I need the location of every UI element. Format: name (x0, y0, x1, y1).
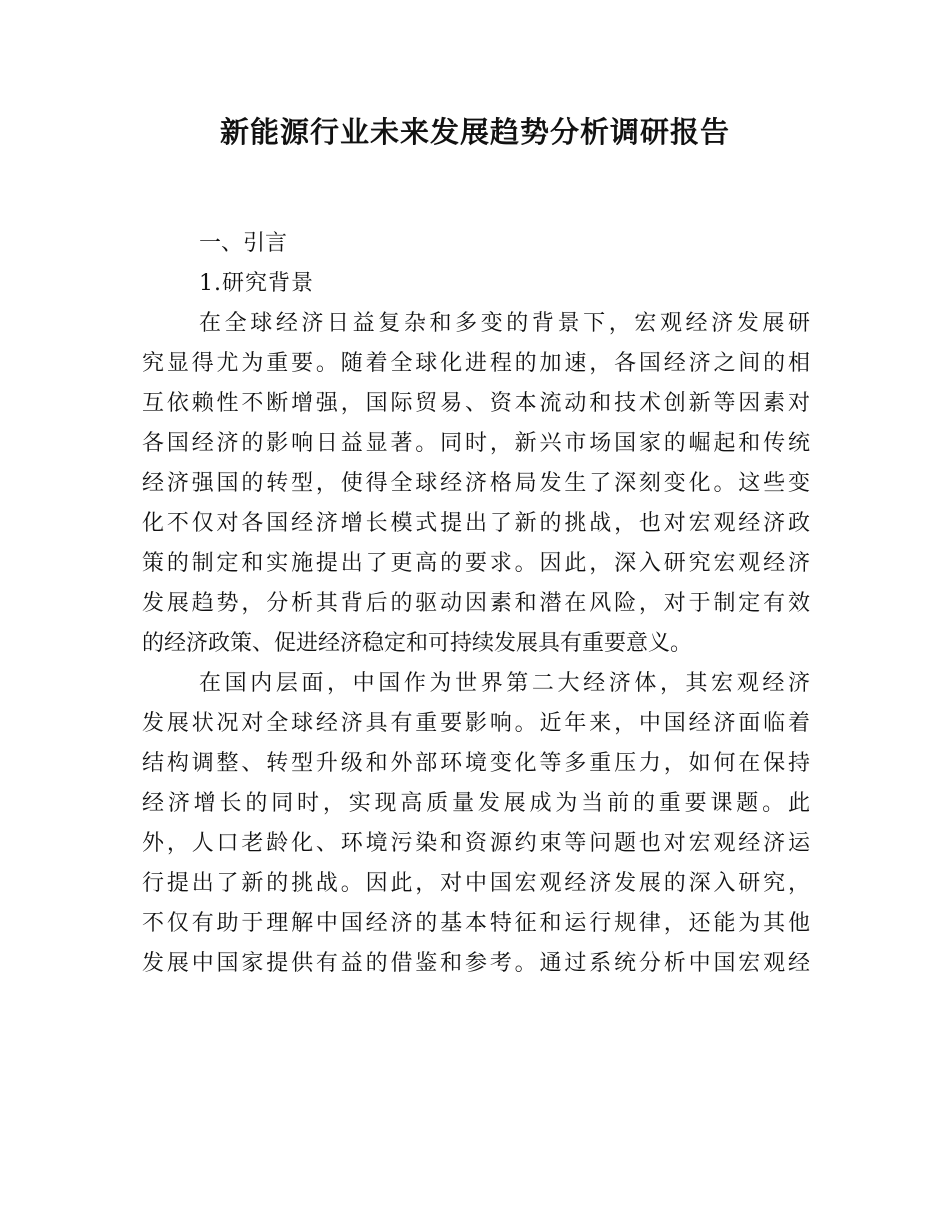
paragraph-line: 行提出了新的挑战。因此，对中国宏观经济发展的深入研究， (142, 871, 810, 896)
subsection-heading: 1.研究背景 (199, 271, 314, 296)
paragraph-line: 究显得尤为重要。随着全球化进程的加速，各国经济之间的相 (142, 351, 810, 376)
paragraph-line: 发展状况对全球经济具有重要影响。近年来，中国经济面临着 (142, 711, 810, 736)
paragraph-line: 在全球经济日益复杂和多变的背景下，宏观经济发展研 (199, 311, 810, 336)
paragraph-line: 发展趋势，分析其背后的驱动因素和潜在风险，对于制定有效 (142, 591, 810, 616)
paragraph-line: 互依赖性不断增强，国际贸易、资本流动和技术创新等因素对 (142, 391, 810, 416)
paragraph-line: 在国内层面，中国作为世界第二大经济体，其宏观经济 (199, 671, 810, 696)
paragraph-line: 各国经济的影响日益显著。同时，新兴市场国家的崛起和传统 (142, 431, 810, 456)
paragraph-1 (142, 304, 810, 664)
paragraph-line: 策的制定和实施提出了更高的要求。因此，深入研究宏观经济 (142, 551, 810, 576)
paragraph-line: 外，人口老龄化、环境污染和资源约束等问题也对宏观经济运 (142, 831, 810, 856)
paragraph-line: 经济强国的转型，使得全球经济格局发生了深刻变化。这些变 (142, 471, 810, 496)
paragraph-line: 不仅有助于理解中国经济的基本特征和运行规律，还能为其他 (142, 911, 810, 936)
paragraph-line: 结构调整、转型升级和外部环境变化等多重压力，如何在保持 (142, 751, 810, 776)
paragraph-line: 经济增长的同时，实现高质量发展成为当前的重要课题。此 (142, 791, 810, 816)
section-heading: 一、引言 (199, 231, 288, 256)
paragraph-line: 发展中国家提供有益的借鉴和参考。通过系统分析中国宏观经 (142, 951, 810, 976)
paragraph-line: 的经济政策、促进经济稳定和可持续发展具有重要意义。 (142, 631, 693, 656)
document-body (142, 224, 810, 984)
paragraph-2 (142, 664, 810, 984)
document-title: 新能源行业未来发展趋势分析调研报告 (219, 115, 730, 149)
paragraph-line: 化不仅对各国经济增长模式提出了新的挑战，也对宏观经济政 (142, 511, 810, 536)
